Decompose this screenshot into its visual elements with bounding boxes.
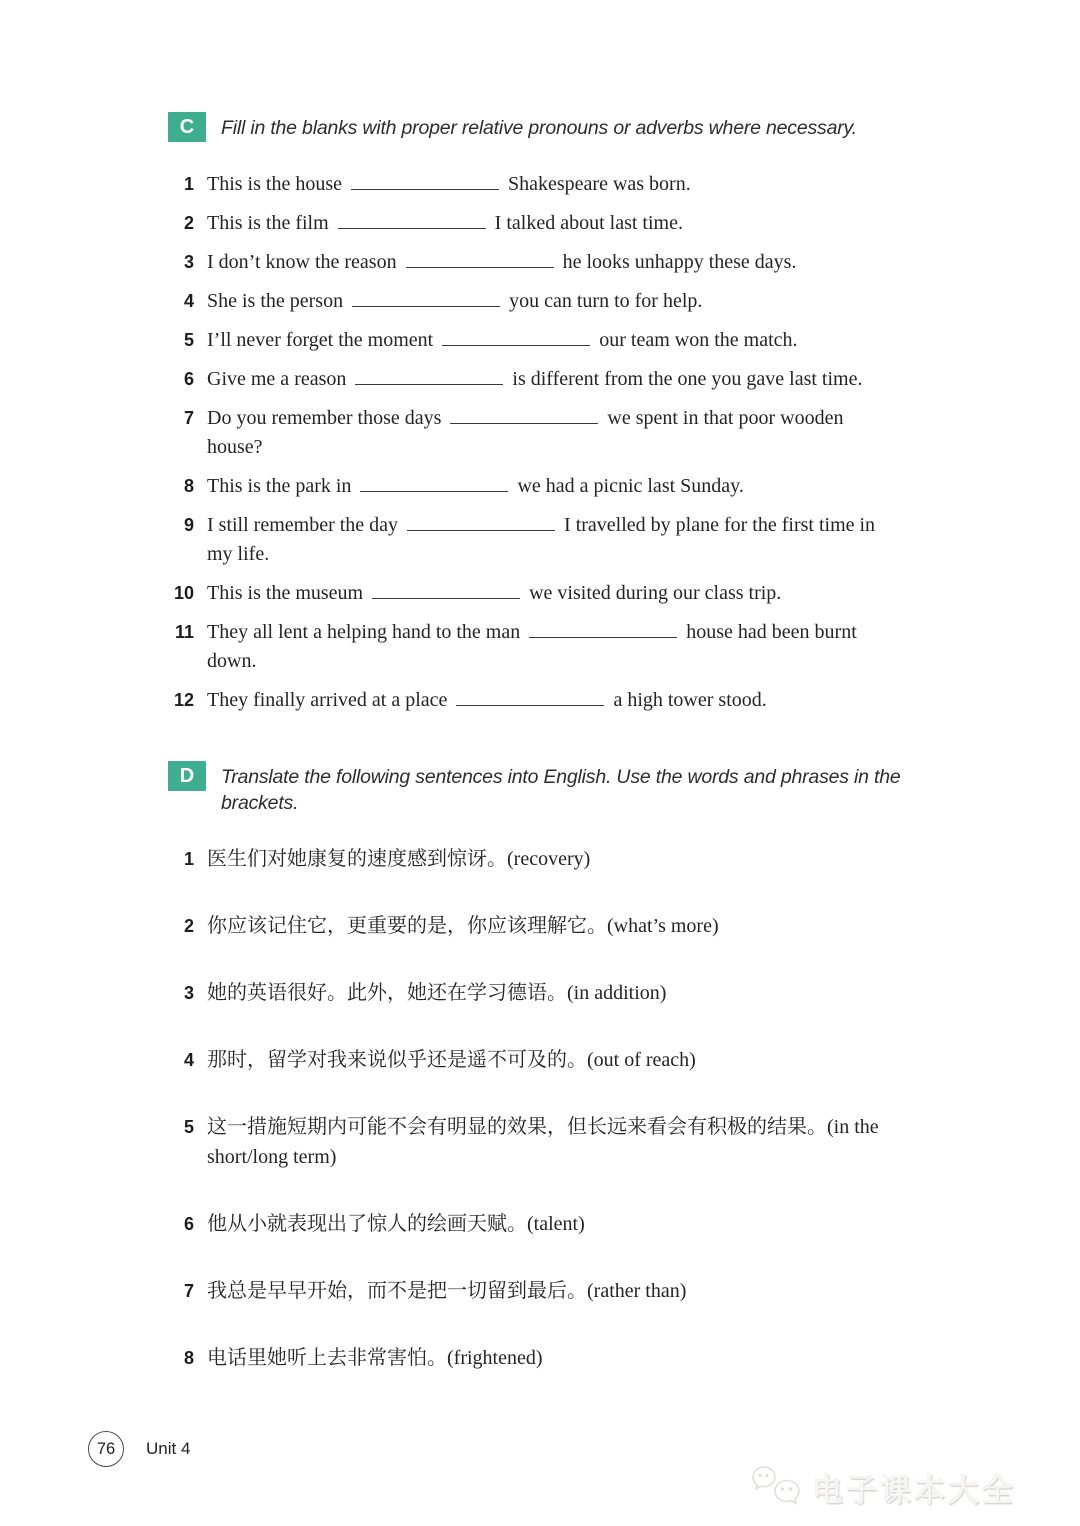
sentence-text: 我总是早早开始，而不是把一切留到最后。(rather than) (207, 1280, 687, 1302)
blank-line (529, 625, 677, 638)
sentence-text: This is the film I talked about last time. (207, 212, 683, 234)
section-d-header (168, 761, 908, 816)
section-c-header (168, 112, 908, 142)
fill-item (168, 511, 883, 569)
item-number: 3 (183, 252, 194, 272)
item-number: 2 (183, 916, 194, 936)
item-number: 9 (183, 515, 194, 535)
section-c-badge: C (168, 112, 206, 142)
sentence-text: I still remember the day I travelled by plane for the first time in my life. (207, 514, 876, 565)
page-content (168, 112, 908, 1410)
watermark (748, 1464, 1016, 1510)
page-number-badge: 76 (88, 1431, 124, 1467)
blank-line (352, 294, 500, 307)
item-number: 2 (183, 213, 194, 233)
item-number: 11 (174, 622, 194, 642)
sentence-text: 你应该记住它，更重要的是，你应该理解它。(what’s more) (207, 915, 719, 937)
sentence-text: 她的英语很好。此外，她还在学习德语。(in addition) (207, 982, 667, 1004)
blank-line (406, 255, 554, 268)
fill-item (168, 326, 883, 355)
item-number: 6 (183, 1214, 194, 1234)
fill-item (168, 209, 883, 238)
item-number: 4 (183, 1050, 194, 1070)
item-number: 7 (183, 1281, 194, 1301)
sentence-text: 这一措施短期内可能不会有明显的效果，但长远来看会有积极的结果。(in the short/long term) (207, 1116, 879, 1168)
translation-item (168, 1045, 883, 1075)
blank-line (360, 479, 508, 492)
section-d (168, 761, 908, 1373)
sentence-text: I don’t know the reason he looks unhappy these days. (207, 251, 797, 273)
blank-line (450, 411, 598, 424)
item-number: 6 (183, 369, 194, 389)
sentence-text: This is the park in we had a picnic last Sunday. (207, 475, 744, 497)
sentence-text: This is the museum we visited during our class trip. (207, 582, 782, 604)
item-number: 5 (183, 330, 194, 350)
item-number: 1 (183, 174, 194, 194)
sentence-text: 电话里她听上去非常害怕。(frightened) (207, 1347, 543, 1369)
fill-item (168, 287, 883, 316)
fill-in-list (168, 170, 883, 715)
item-number: 7 (183, 408, 194, 428)
page-footer (88, 1431, 190, 1467)
blank-line (351, 177, 499, 190)
item-number: 4 (183, 291, 194, 311)
unit-label: Unit 4 (146, 1439, 191, 1458)
section-d-instruction: Translate the following sentences into English. Use the words and phrases in the brackets. (221, 766, 901, 814)
section-d-badge: D (168, 761, 206, 791)
translation-item (168, 1276, 883, 1306)
translation-item (168, 1209, 883, 1239)
translation-list (168, 844, 883, 1373)
sentence-text: Give me a reason is different from the one you gave last time. (207, 368, 863, 390)
blank-line (338, 216, 486, 229)
item-number: 10 (173, 583, 194, 603)
translation-item (168, 1112, 883, 1172)
blank-line (355, 372, 503, 385)
sentence-text: They finally arrived at a place a high tower stood. (207, 689, 767, 711)
item-number: 1 (183, 849, 194, 869)
fill-item (168, 686, 883, 715)
sentence-text: 他从小就表现出了惊人的绘画天赋。(talent) (207, 1213, 585, 1235)
fill-item (168, 579, 883, 608)
sentence-text: This is the house Shakespeare was born. (207, 173, 691, 195)
fill-item (168, 472, 883, 501)
translation-item (168, 844, 883, 874)
fill-item (168, 248, 883, 277)
watermark-text: 电子课本大全 (812, 1472, 1016, 1508)
sentence-text: 医生们对她康复的速度感到惊讶。(recovery) (207, 848, 591, 870)
blank-line (442, 333, 590, 346)
sentence-text: She is the person you can turn to for help. (207, 290, 703, 312)
section-c (168, 112, 908, 715)
translation-item (168, 978, 883, 1008)
item-number: 5 (183, 1117, 194, 1137)
chat-bubbles-logo-icon (748, 1464, 804, 1510)
item-number: 3 (183, 983, 194, 1003)
translation-item (168, 911, 883, 941)
fill-item (168, 365, 883, 394)
blank-line (372, 586, 520, 599)
item-number: 8 (183, 1348, 194, 1368)
item-number: 8 (183, 476, 194, 496)
blank-line (407, 518, 555, 531)
section-c-instruction: Fill in the blanks with proper relative pronouns or adverbs where necessary. (221, 117, 857, 139)
blank-line (456, 693, 604, 706)
fill-item (168, 404, 883, 462)
sentence-text: 那时，留学对我来说似乎还是遥不可及的。(out of reach) (207, 1049, 696, 1071)
sentence-text: Do you remember those days we spent in that poor wooden house? (207, 407, 844, 458)
fill-item (168, 618, 883, 676)
fill-item (168, 170, 883, 199)
sentence-text: They all lent a helping hand to the man house had been burnt down. (207, 621, 857, 672)
sentence-text: I’ll never forget the moment our team won the match. (207, 329, 798, 351)
item-number: 12 (173, 690, 194, 710)
translation-item (168, 1343, 883, 1373)
